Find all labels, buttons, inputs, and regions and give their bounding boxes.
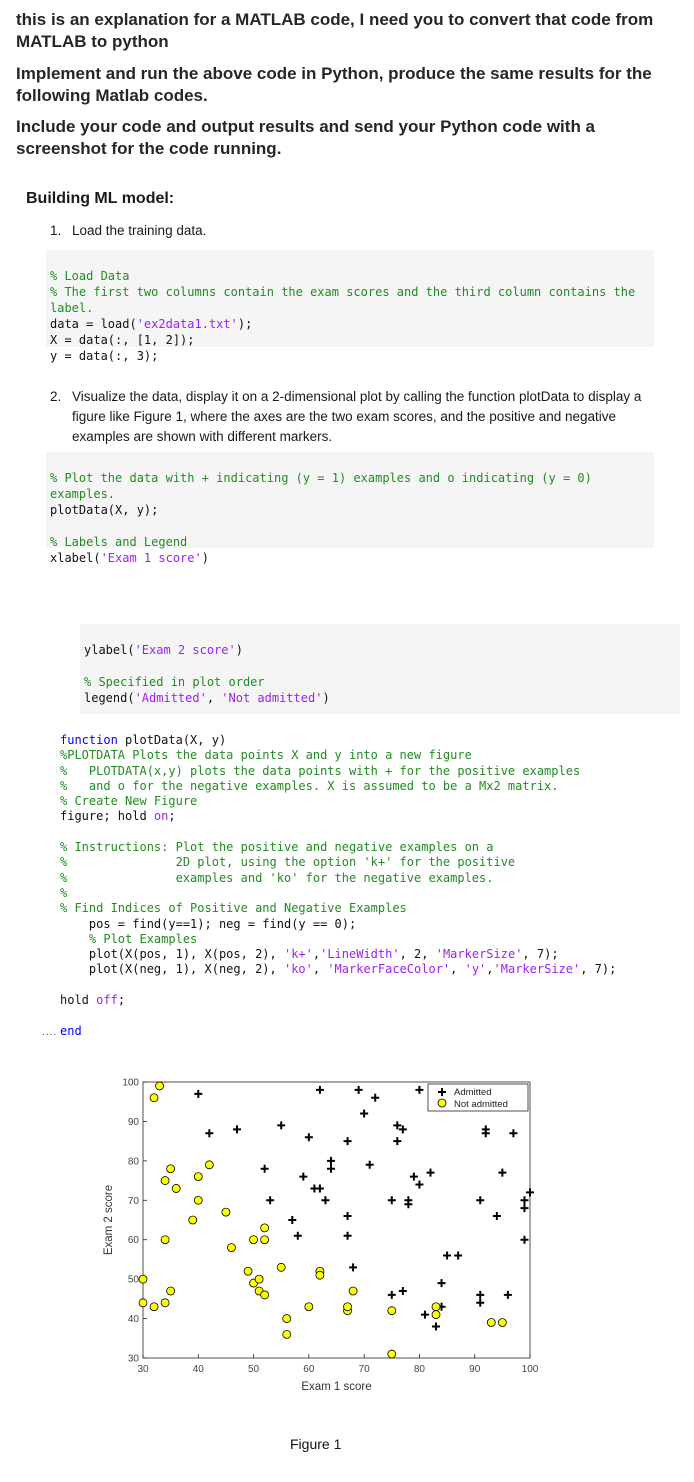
code-line: % and o for the negative examples. X is assumed to be a Mx2 matrix. [60,778,559,793]
not-admitted-point [222,1208,230,1216]
not-admitted-point [283,1330,291,1338]
not-admitted-point [205,1161,213,1169]
figure-caption: Figure 1 [290,1436,342,1452]
not-admitted-point [498,1319,506,1327]
y-tick-label: 80 [127,1156,139,1168]
code-line: legend('Admitted', 'Not admitted') [84,691,330,705]
not-admitted-point [487,1319,495,1327]
y-tick-label: 90 [127,1116,139,1128]
code-line: % Labels and Legend [50,535,188,549]
not-admitted-point [316,1271,324,1279]
not-admitted-point [432,1303,440,1311]
scatter-chart [90,1070,550,1430]
not-admitted-point [388,1307,396,1315]
y-tick-label: 70 [127,1195,139,1207]
not-admitted-point [194,1173,202,1181]
code-line: % 2D plot, using the option 'k+' for the positive [60,855,516,870]
code-line: % Plot the data with + indicating (y = 1) examples and o indicating (y = 0) examples. [50,471,600,501]
y-tick-label: 60 [127,1235,139,1247]
code-line: data = load('ex2data1.txt'); [50,317,253,331]
code-line: plotData(X, y); [50,503,159,517]
step-1 [50,221,670,241]
code-line: %PLOTDATA Plots the data points X and y into a new figure [60,748,472,763]
y-tick-label: 50 [127,1274,139,1286]
code-line: % [60,885,68,900]
not-admitted-point [167,1165,175,1173]
code-line: % Load Data [50,269,130,283]
not-admitted-point [349,1287,357,1295]
code-line: % Instructions: Plot the positive and negative examples on a [60,840,494,855]
code-line: ylabel('Exam 2 score') [84,643,243,657]
code-block-plot-call [46,452,654,565]
not-admitted-point [156,1082,164,1090]
not-admitted-point [189,1216,197,1224]
question-1: this is an explanation for a MATLAB code, I need you to convert that code from MATLAB to python [16,10,654,51]
y-tick-label: 100 [122,1077,139,1089]
code-line: % Create New Figure [60,794,198,809]
not-admitted-point [194,1196,202,1204]
question-3: Include your code and output results and send your Python code with a screenshot for the code running. [16,117,596,158]
not-admitted-point [161,1299,169,1307]
code-line: % PLOTDATA(x,y) plots the data points with + for the positive examples [60,763,581,778]
y-axis-label: Exam 2 score [103,1184,115,1256]
not-admitted-point [167,1287,175,1295]
question-2: Implement and run the above code in Python, produce the same results for the following Matlab codes. [16,64,652,105]
code-block-function: function plotData(X, y) %PLOTDATA Plots the data points X and y into a new figure % PLOTDATA(x,y) plots the data points with + for the positive examples % and o for the negative examples. X is assumed to be a Mx2 matrix. % Create New Figure figure; hold on; % Instructions: Plot the positive and negative examples on a % 2D plot, using the option 'k+' for the positive % examples and 'ko' for the negative examples. % % Find Indices of Positive and Negative Examples pos = find(y==1); neg = find(y == 0); % Plot Examples plot(X(pos, 1), X(pos, 2), 'k+','LineWidth', 2, 'MarkerSize', 7); plot(X(neg, 1), X(neg, 2), 'ko', 'MarkerFaceColor', 'y','MarkerSize', 7); hold off; end [60,733,617,1038]
legend-label: Admitted [454,1087,492,1098]
not-admitted-point [250,1236,258,1244]
not-admitted-point [283,1315,291,1323]
not-admitted-point [277,1263,285,1271]
legend-not-admitted-marker [438,1099,446,1107]
code-line [84,658,676,674]
not-admitted-point [161,1177,169,1185]
step-text: Visualize the data, display it on a 2-dimensional plot by calling the function plotData to display a figure like Figure 1, where the axes are the two exam scores, and the positive and negative examples are shown with different markers. [72,389,642,444]
not-admitted-point [150,1303,158,1311]
code-line: y = data(:, 3); [50,349,159,363]
y-tick-label: 30 [127,1353,139,1365]
x-tick-label: 30 [137,1364,149,1375]
x-tick-label: 50 [248,1364,260,1375]
not-admitted-point [432,1311,440,1319]
not-admitted-point [227,1244,235,1252]
not-admitted-point [261,1224,269,1232]
step-number: 2. [50,389,62,404]
code-block-load-data [46,250,654,363]
not-admitted-point [161,1236,169,1244]
step-2 [50,387,660,449]
code-line: xlabel('Exam 1 score') [50,551,209,565]
code-line: % Plot Examples [60,931,198,946]
code-block-labels [80,624,680,714]
not-admitted-point [139,1275,147,1283]
not-admitted-point [172,1184,180,1192]
x-tick-label: 60 [303,1364,315,1375]
not-admitted-point [305,1303,313,1311]
y-tick-label: 40 [127,1314,139,1326]
not-admitted-point [139,1299,147,1307]
not-admitted-point [261,1291,269,1299]
x-tick-label: 90 [469,1364,481,1375]
ellipsis-mark: .... [42,1027,58,1038]
code-line: pos = find(y==1); neg = find(y == 0); [60,916,357,931]
not-admitted-point [150,1094,158,1102]
step-number: 1. [50,223,62,238]
not-admitted-point [344,1303,352,1311]
x-tick-label: 100 [521,1364,539,1375]
x-tick-label: 70 [358,1364,370,1375]
not-admitted-point [255,1275,263,1283]
code-line [50,518,650,534]
x-tick-label: 80 [413,1364,425,1375]
step-text: Load the training data. [72,223,207,238]
x-axis-label: Exam 1 score [301,1381,372,1393]
x-tick-label: 40 [192,1364,204,1375]
code-line: % Find Indices of Positive and Negative Examples [60,901,407,916]
code-line: % The first two columns contain the exam scores and the third column contains the label. [50,285,643,315]
code-line: % Specified in plot order [84,675,265,689]
code-line: % examples and 'ko' for the negative examples. [60,870,494,885]
plot-area [143,1082,530,1358]
not-admitted-point [244,1267,252,1275]
code-line: X = data(:, [1, 2]); [50,333,195,347]
section-heading: Building ML model: [26,190,175,207]
legend-label: Not admitted [454,1099,508,1110]
not-admitted-point [261,1236,269,1244]
not-admitted-point [388,1350,396,1358]
